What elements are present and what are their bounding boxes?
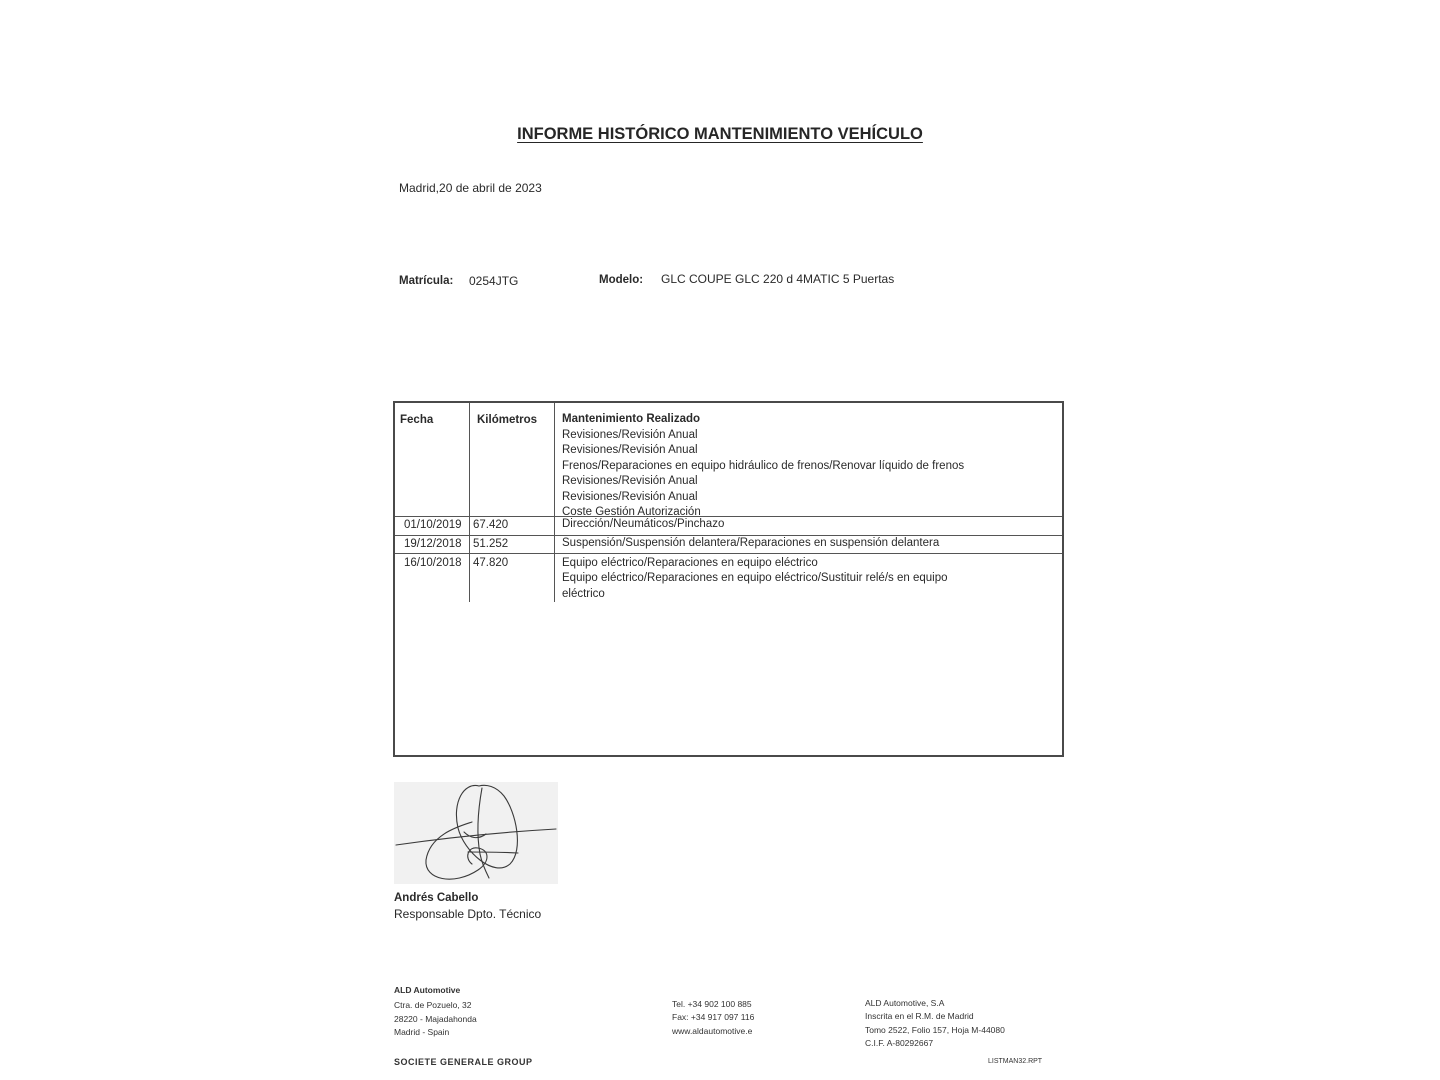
model-value: GLC COUPE GLC 220 d 4MATIC 5 Puertas xyxy=(661,272,895,286)
maintenance-table xyxy=(393,401,1064,757)
maintenance-line: Coste Gestión Autorización xyxy=(562,505,701,518)
row-km: 67.420 xyxy=(473,519,509,531)
row-date: 16/10/2018 xyxy=(404,557,462,569)
footer-address-line: Madrid - Spain xyxy=(394,1026,450,1037)
row-maintenance xyxy=(562,556,947,602)
footer-legal-line: Inscrita en el R.M. de Madrid xyxy=(865,1011,974,1022)
row-maintenance: Dirección/Neumáticos/Pinchazo xyxy=(562,518,725,530)
footer-group: SOCIETE GENERALE GROUP xyxy=(394,1057,533,1067)
footer-legal xyxy=(865,997,1005,1050)
handwritten-signature xyxy=(394,782,558,884)
maintenance-line: Revisiones/Revisión Anual xyxy=(562,490,698,503)
place-date: Madrid,20 de abril de 2023 xyxy=(399,181,542,195)
footer-legal-line: Tomo 2522, Folio 157, Hoja M-44080 xyxy=(865,1024,1005,1035)
row-date: 01/10/2019 xyxy=(404,519,462,531)
header-block-maintenance xyxy=(562,428,964,520)
plate-label: Matrícula: xyxy=(399,275,454,287)
maintenance-line: Revisiones/Revisión Anual xyxy=(562,429,698,441)
maintenance-line: Revisiones/Revisión Anual xyxy=(562,444,698,457)
footer-legal-line: C.I.F. A-80292667 xyxy=(865,1037,934,1048)
model-label: Modelo: xyxy=(599,274,644,286)
row-km: 47.820 xyxy=(473,557,509,569)
column-header-date: Fecha xyxy=(400,414,434,426)
footer-fax: Fax: +34 917 097 116 xyxy=(672,1012,755,1023)
column-divider xyxy=(469,403,470,602)
row-divider xyxy=(395,535,1062,536)
row-date: 19/12/2018 xyxy=(404,538,462,550)
maintenance-line: eléctrico xyxy=(562,587,605,600)
footer-address-line: 28220 - Majadahonda xyxy=(394,1013,477,1024)
footer-address-line: Ctra. de Pozuelo, 32 xyxy=(394,1000,472,1011)
footer-contact xyxy=(672,998,754,1038)
column-divider xyxy=(554,403,555,602)
document-title: INFORME HISTÓRICO MANTENIMIENTO VEHÍCULO xyxy=(517,125,923,143)
maintenance-line: Revisiones/Revisión Anual xyxy=(562,475,698,488)
footer-legal-line: ALD Automotive, S.A xyxy=(865,998,945,1008)
row-maintenance: Suspensión/Suspensión delantera/Reparaciones en suspensión delantera xyxy=(562,537,940,549)
row-km: 51.252 xyxy=(473,538,509,550)
column-header-km: Kilómetros xyxy=(477,414,538,426)
row-divider xyxy=(395,553,1062,554)
signature-image xyxy=(394,782,558,884)
footer-tel: Tel. +34 902 100 885 xyxy=(672,999,752,1009)
column-header-maintenance: Mantenimiento Realizado xyxy=(562,413,701,425)
footer-company-name: ALD Automotive xyxy=(394,985,461,995)
footer-report-code: LISTMAN32.RPT xyxy=(988,1058,1043,1065)
signatory-name: Andrés Cabello xyxy=(394,892,479,904)
signatory-role: Responsable Dpto. Técnico xyxy=(394,907,542,921)
footer-web: www.aldautomotive.e xyxy=(672,1025,753,1036)
maintenance-line: Equipo eléctrico/Reparaciones en equipo eléctrico xyxy=(562,557,818,569)
plate-value: 0254JTG xyxy=(469,274,519,288)
footer-address xyxy=(394,984,477,1039)
maintenance-line: Frenos/Reparaciones en equipo hidráulico de frenos/Renovar líquido de frenos xyxy=(562,459,965,472)
maintenance-line: Equipo eléctrico/Reparaciones en equipo eléctrico/Sustituir relé/s en equipo xyxy=(562,572,948,585)
